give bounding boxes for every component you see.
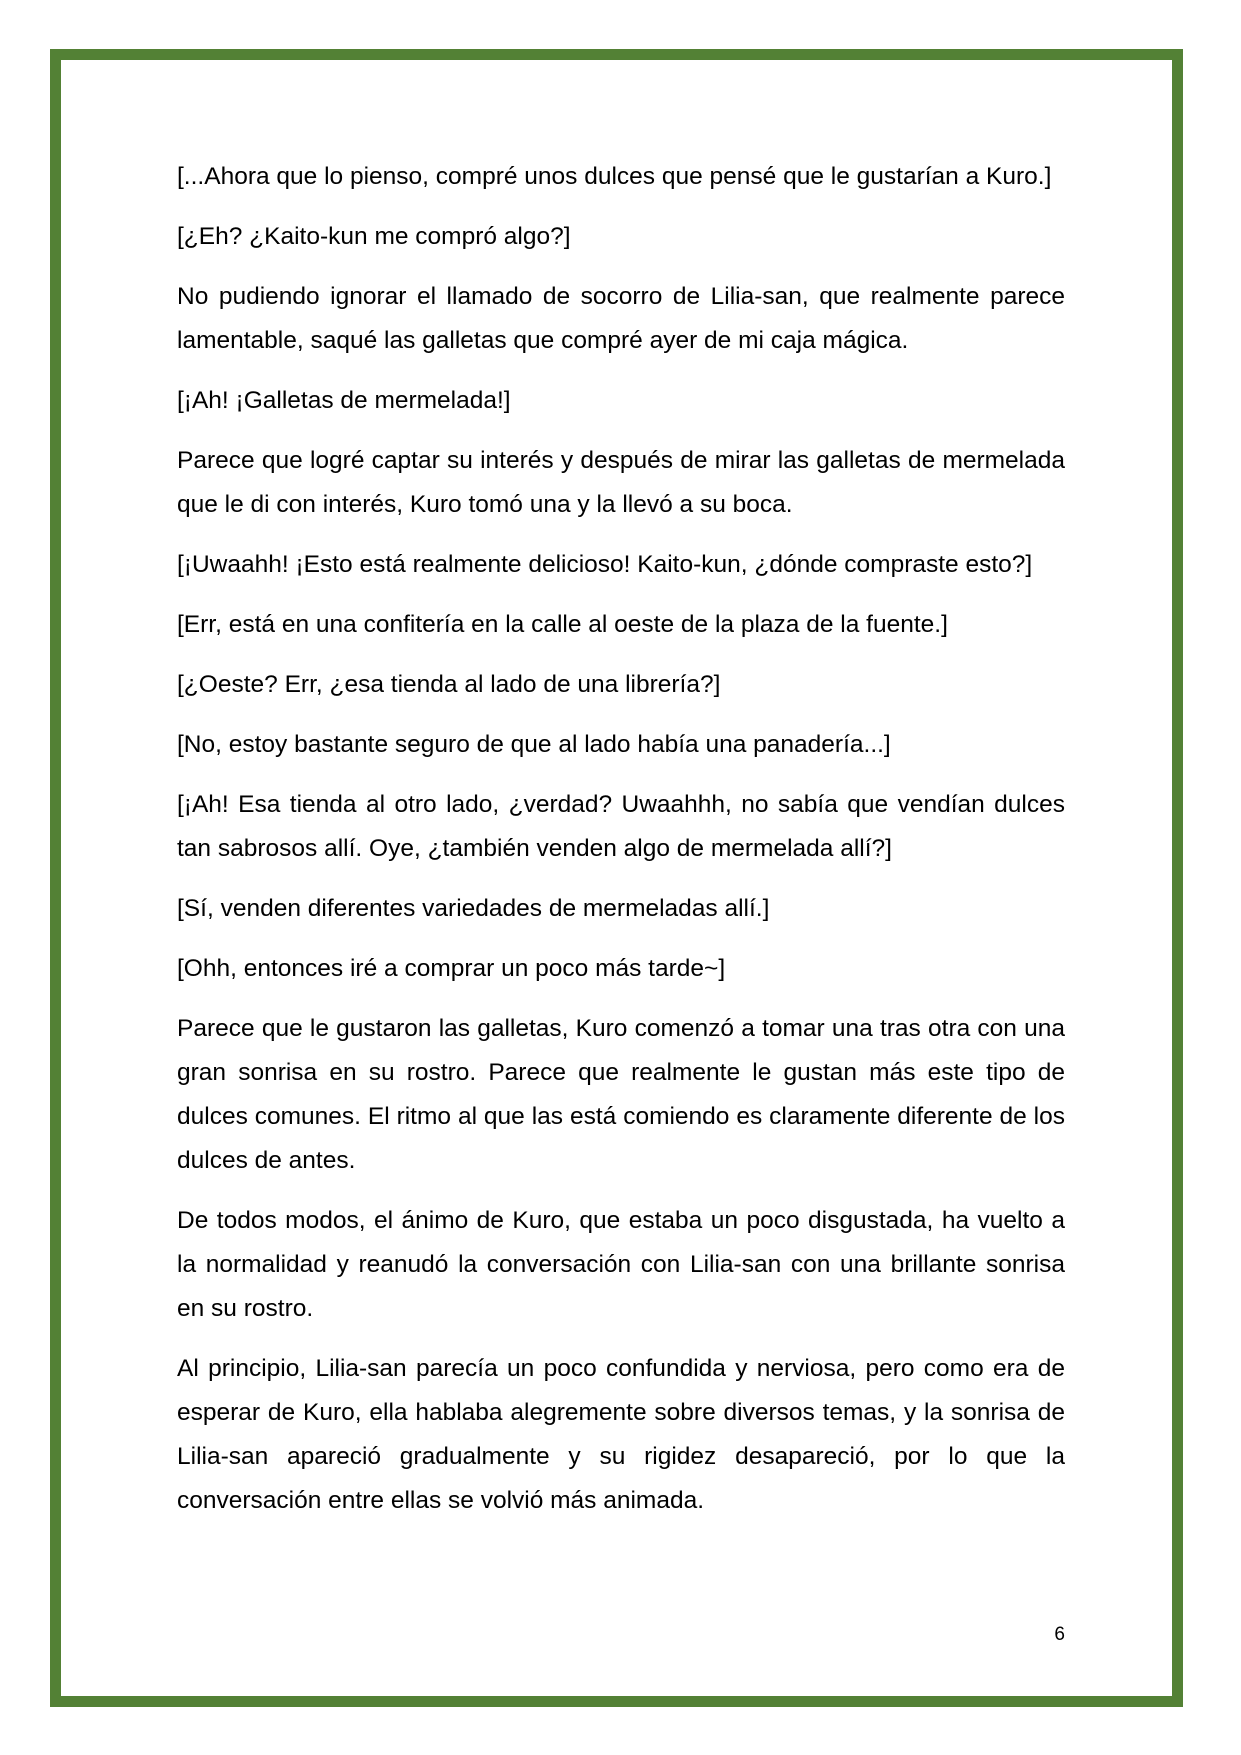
paragraph: Parece que le gustaron las galletas, Kuro comenzó a tomar una tras otra con una gran sonrisa en su rostro. Parece que realmente le gustan más este tipo de dulces comunes. El ritmo al que las está comiendo es claramente diferente de los dulces de antes. xyxy=(177,1015,1065,1174)
paragraph: Parece que logré captar su interés y después de mirar las galletas de mermelada que le di con interés, Kuro tomó una y la llevó a su boca. xyxy=(177,447,1065,518)
paragraph: Al principio, Lilia-san parecía un poco confundida y nerviosa, pero como era de esperar de Kuro, ella hablaba alegremente sobre diversos temas, y la sonrisa de Lilia-san apareció gradualmente y su rigidez desapareció, por lo que la conversación entre ellas se volvió más animada. xyxy=(177,1355,1065,1514)
paragraph: [¡Uwaahh! ¡Esto está realmente delicioso! Kaito-kun, ¿dónde compraste esto?] xyxy=(177,551,1033,578)
paragraph: [¡Ah! ¡Galletas de mermelada!] xyxy=(177,387,511,414)
paragraph: [Sí, venden diferentes variedades de mermeladas allí.] xyxy=(177,895,770,922)
paragraph: De todos modos, el ánimo de Kuro, que estaba un poco disgustada, ha vuelto a la normalidad y reanudó la conversación con Lilia-san con una brillante sonrisa en su rostro. xyxy=(177,1207,1065,1322)
document-body xyxy=(177,155,1065,1539)
paragraph: [¡Ah! Esa tienda al otro lado, ¿verdad? Uwaahhh, no sabía que vendían dulces tan sabrosos allí. Oye, ¿también venden algo de mermelada allí?] xyxy=(177,791,1065,862)
paragraph: [No, estoy bastante seguro de que al lado había una panadería...] xyxy=(177,731,891,758)
paragraph: No pudiendo ignorar el llamado de socorro de Lilia-san, que realmente parece lamentable, saqué las galletas que compré ayer de mi caja mágica. xyxy=(177,283,1065,354)
paragraph: [¿Oeste? Err, ¿esa tienda al lado de una librería?] xyxy=(177,671,721,698)
paragraph: [...Ahora que lo pienso, compré unos dulces que pensé que le gustarían a Kuro.] xyxy=(177,163,1052,190)
paragraph: [¿Eh? ¿Kaito-kun me compró algo?] xyxy=(177,223,571,250)
page-number: 6 xyxy=(1054,1624,1065,1645)
paragraph: [Ohh, entonces iré a comprar un poco más tarde~] xyxy=(177,955,726,982)
paragraph: [Err, está en una confitería en la calle al oeste de la plaza de la fuente.] xyxy=(177,611,948,638)
